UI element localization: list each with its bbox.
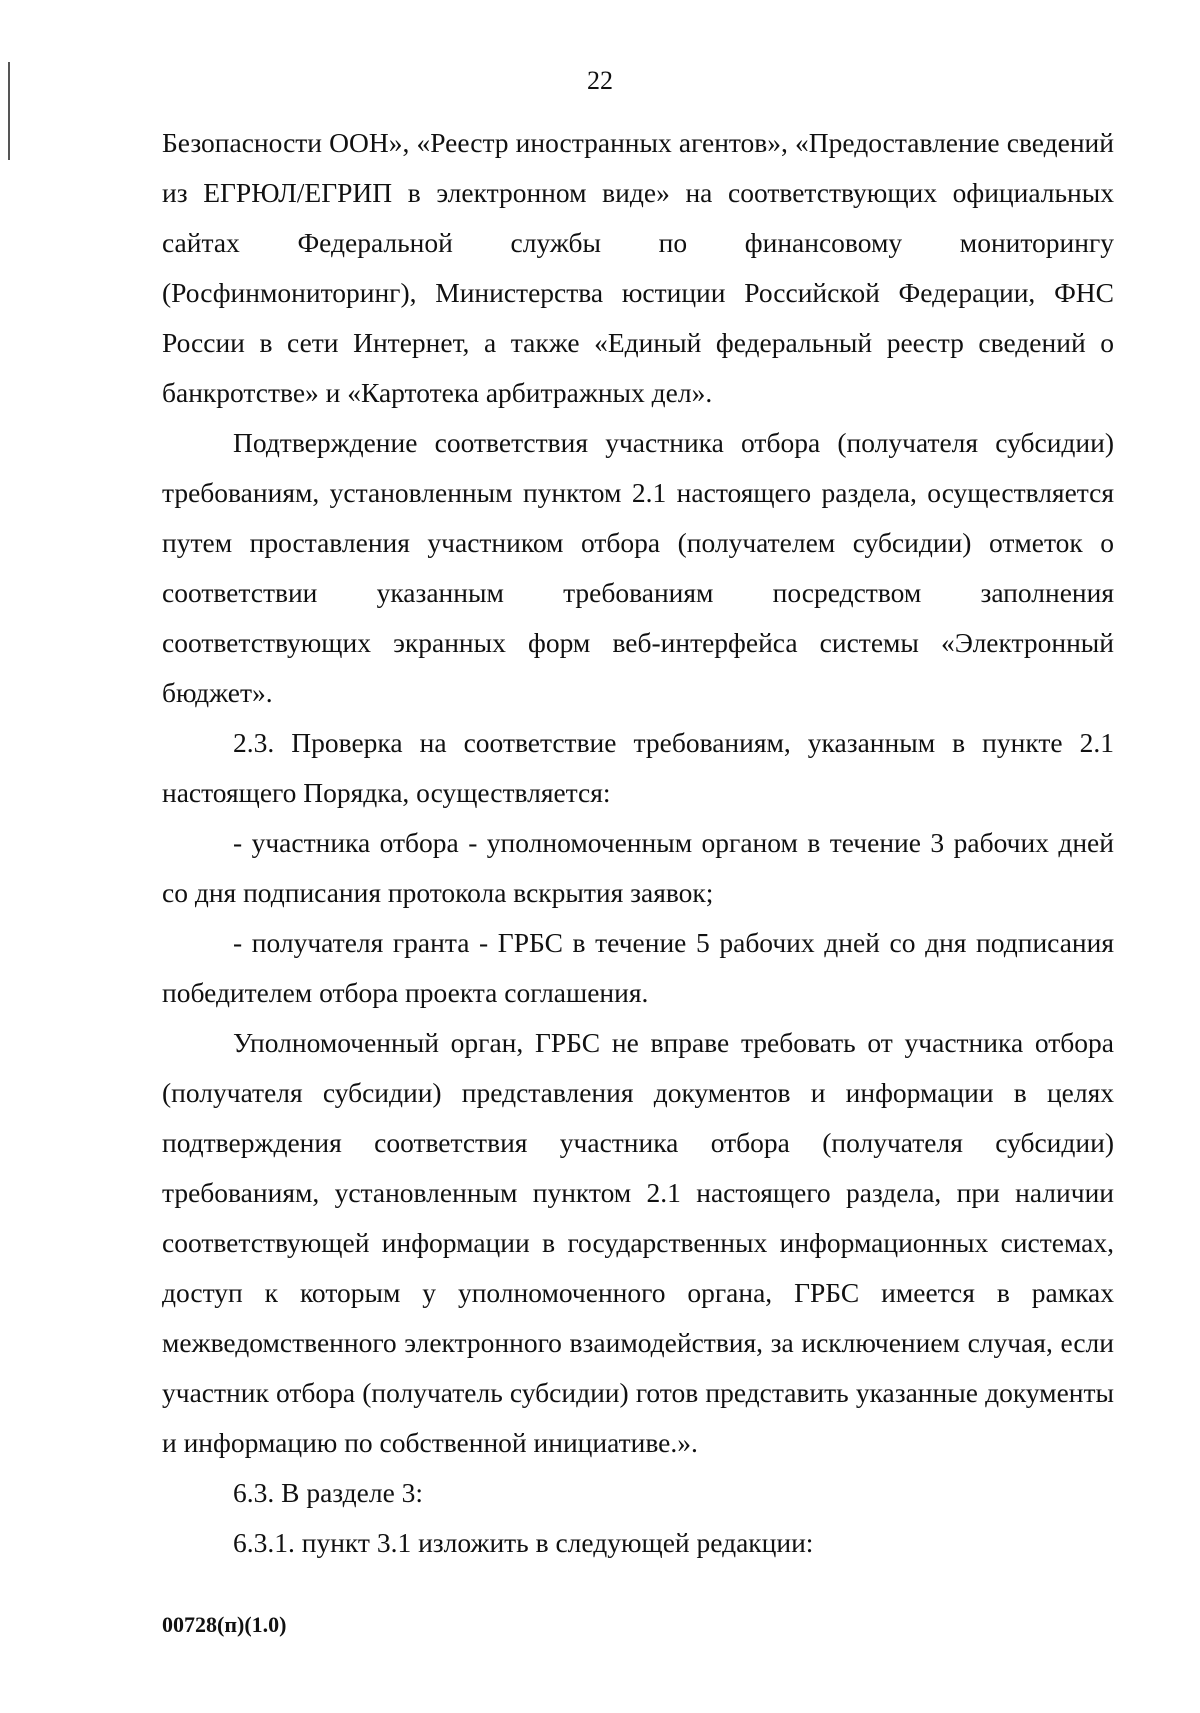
- paragraph-2-3: 2.3. Проверка на соответствие требованиям, указанным в пункте 2.1 настоящего Порядка, осуществляется:: [162, 727, 1114, 808]
- paragraph-continuation: Безопасности ООН», «Реестр иностранных агентов», «Предоставление сведений из ЕГРЮЛ/ЕГРИП в электронном виде» на соответствующих официальных сайтах Федеральной службы по финансовому мониторингу (Росфинмониторинг), Министерства юстиции Российской Федерации, ФНС России в сети Интернет, а также «Единый федеральный реестр сведений о банкротстве» и «Картотека арбитражных дел».: [162, 127, 1114, 408]
- list-item-participant: - участника отбора - уполномоченным органом в течение 3 рабочих дней со дня подписания протокола вскрытия заявок;: [162, 827, 1114, 908]
- document-code: 00728(п)(1.0): [162, 1612, 287, 1637]
- page-number: 22: [587, 66, 613, 95]
- document-body: [162, 118, 1114, 1568]
- paragraph-confirmation: Подтверждение соответствия участника отбора (получателя субсидии) требованиям, установленным пунктом 2.1 настоящего раздела, осуществляется путем проставления участником отбора (получателем субсидии) отметок о соответствии указанным требованиям посредством заполнения соответствующих экранных форм веб-интерфейса системы «Электронный бюджет».: [162, 427, 1114, 708]
- list-item-grant-recipient: - получателя гранта - ГРБС в течение 5 рабочих дней со дня подписания победителем отбора проекта соглашения.: [162, 927, 1114, 1008]
- paragraph-6-3: 6.3. В разделе 3:: [233, 1477, 424, 1508]
- paragraph-authorized-body: Уполномоченный орган, ГРБС не вправе требовать от участника отбора (получателя субсидии) представления документов и информации в целях подтверждения соответствия участника отбора (получателя субсидии) требованиям, установленным пунктом 2.1 настоящего раздела, при наличии соответствующей информации в государственных информационных системах, доступ к которым у уполномоченного органа, ГРБС имеется в рамках межведомственного электронного взаимодействия, за исключением случая, если участник отбора (получатель субсидии) готов представить указанные документы и информацию по собственной инициативе.».: [162, 1027, 1114, 1458]
- paragraph-6-3-1: 6.3.1. пункт 3.1 изложить в следующей редакции:: [233, 1527, 814, 1558]
